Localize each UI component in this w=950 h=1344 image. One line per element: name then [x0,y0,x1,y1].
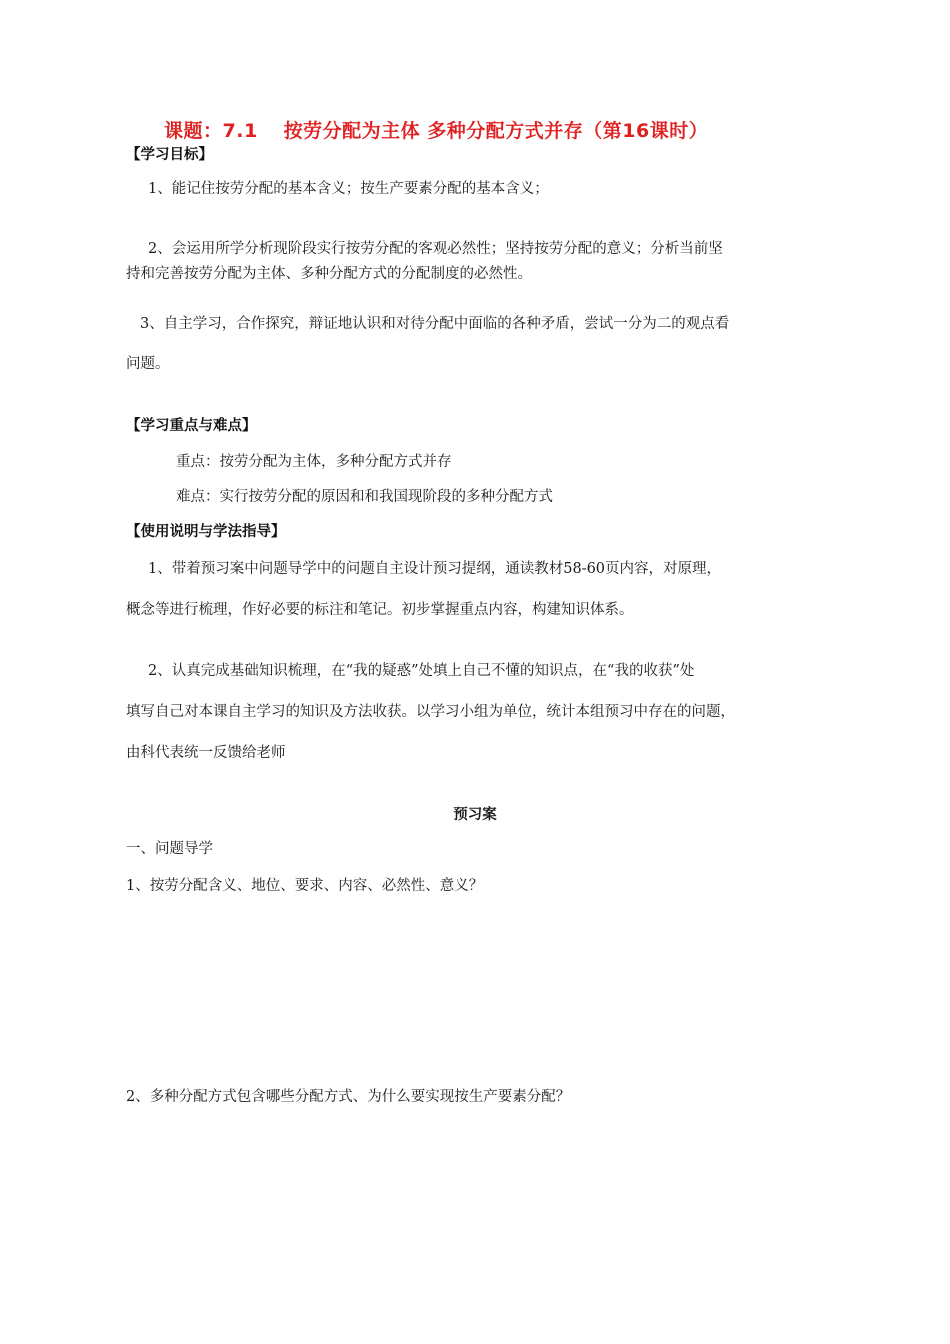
lesson-number: 课题：7.1 [164,120,258,142]
instruction-1-line2: 概念等进行梳理，作好必要的标注和笔记。初步掌握重点内容，构建知识体系。 [126,602,634,618]
instruction-2-line1: 2、认真完成基础知识梳理，在“我的疑惑”处填上自己不懂的知识点，在“我的收获”处 [148,663,695,679]
question-1: 1、按劳分配含义、地位、要求、内容、必然性、意义？ [126,878,484,894]
difficulty-point: 难点：实行按劳分配的原因和和我国现阶段的多种分配方式 [176,489,553,505]
lesson-topic: 按劳分配为主体 多种分配方式并存（第16课时） [283,120,709,142]
question-2: 2、多种分配方式包含哪些分配方式、为什么要实现按生产要素分配？ [126,1089,571,1105]
objective-2-line1: 2、会运用所学分析现阶段实行按劳分配的客观必然性；坚持按劳分配的意义；分析当前坚 [148,241,723,257]
lesson-title [164,116,708,143]
objective-1: 1、能记住按劳分配的基本含义；按生产要素分配的基本含义； [148,181,549,197]
instruction-2-line3: 由科代表统一反馈给老师 [126,745,286,761]
objective-3-line1: 3、自主学习，合作探究，辩证地认识和对待分配中面临的各种矛盾，尝试一分为二的观点看 [140,316,730,332]
problem-guide-section: 一、问题导学 [126,841,213,857]
objectives-heading: 【学习目标】 [126,147,213,163]
instruction-1-line1: 1、带着预习案中问题导学中的问题自主设计预习提纲，通读教材58-60页内容，对原理， [148,561,722,577]
focus-point: 重点：按劳分配为主体，多种分配方式并存 [176,454,452,470]
key-points-heading: 【学习重点与难点】 [126,418,257,434]
instruction-2-line2: 填写自己对本课自主学习的知识及方法收获。以学习小组为单位，统计本组预习中存在的问题， [126,704,735,720]
preview-heading: 预习案 [453,807,497,823]
objective-3-line2: 问题。 [126,356,170,372]
instructions-heading: 【使用说明与学法指导】 [126,524,286,540]
objective-2-line2: 持和完善按劳分配为主体、多种分配方式的分配制度的必然性。 [126,266,532,282]
